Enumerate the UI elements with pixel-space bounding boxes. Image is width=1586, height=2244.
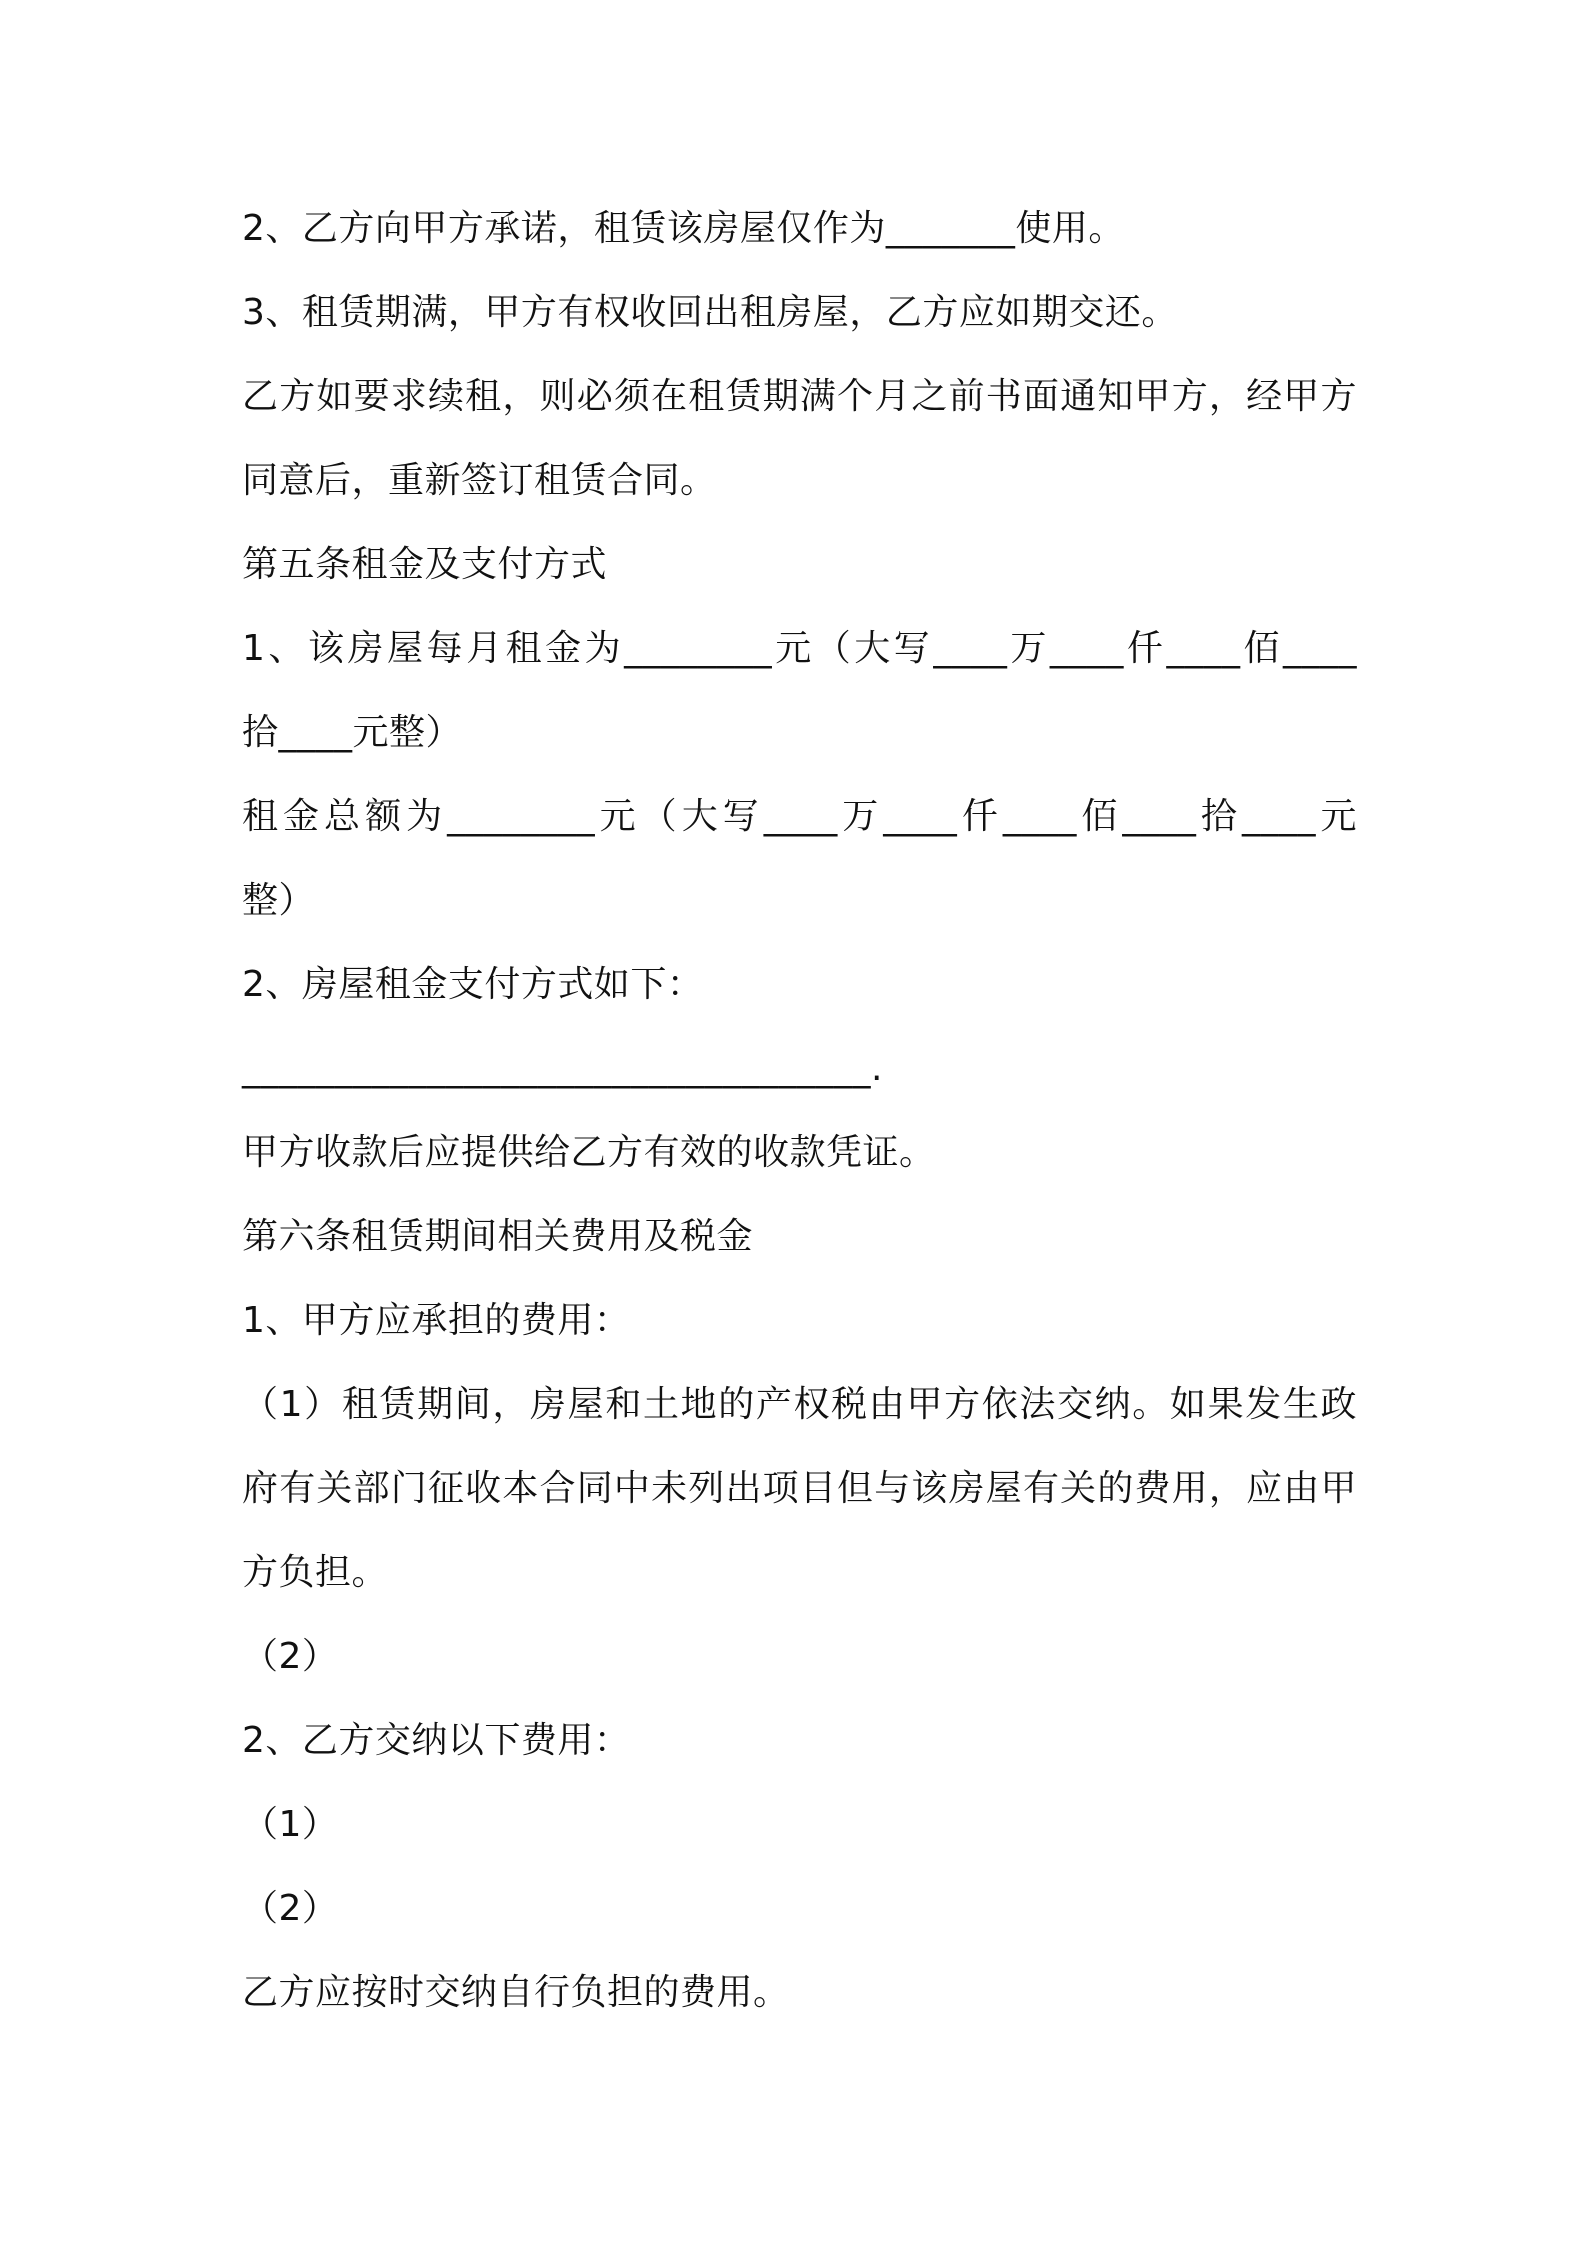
clause-line: 乙方如要求续租，则必须在租赁期满个月之前书面通知甲方，经甲方: [242, 376, 1357, 417]
clause-line: 2、房屋租金支付方式如下：: [242, 964, 704, 1005]
section-heading: 第六条租赁期间相关费用及税金: [242, 1216, 754, 1257]
document-body: [242, 200, 1357, 2048]
clause-line: 同意后，重新签订租赁合同。: [242, 460, 717, 501]
list-item: （2）: [242, 1888, 339, 1929]
clause-line: 府有关部门征收本合同中未列出项目但与该房屋有关的费用，应由甲: [242, 1468, 1357, 1509]
section-heading: 第五条租金及支付方式: [242, 544, 608, 585]
clause-line: 2、乙方向甲方承诺，租赁该房屋仅作为_______使用。: [242, 208, 1125, 249]
clause-line: 1、该房屋每月租金为________元（大写____万____仟____佰____: [242, 628, 1357, 669]
blank-fill-line: __________________________________.: [242, 1048, 883, 1089]
list-item: （1）: [242, 1804, 339, 1845]
clause-line: 拾____元整）: [242, 712, 463, 753]
clause-line: 3、租赁期满，甲方有权收回出租房屋，乙方应如期交还。: [242, 292, 1178, 333]
clause-line: 方负担。: [242, 1552, 389, 1593]
clause-line: （1）租赁期间，房屋和土地的产权税由甲方依法交纳。如果发生政: [242, 1384, 1357, 1425]
clause-line: 1、甲方应承担的费用：: [242, 1300, 631, 1341]
clause-line: 租金总额为________元（大写____万____仟____佰____拾____元: [242, 796, 1357, 837]
clause-line: 2、乙方交纳以下费用：: [242, 1720, 631, 1761]
list-item: （2）: [242, 1636, 339, 1677]
clause-line: 整）: [242, 880, 316, 921]
clause-line: 乙方应按时交纳自行负担的费用。: [242, 1972, 790, 2013]
clause-line: 甲方收款后应提供给乙方有效的收款凭证。: [242, 1132, 936, 1173]
